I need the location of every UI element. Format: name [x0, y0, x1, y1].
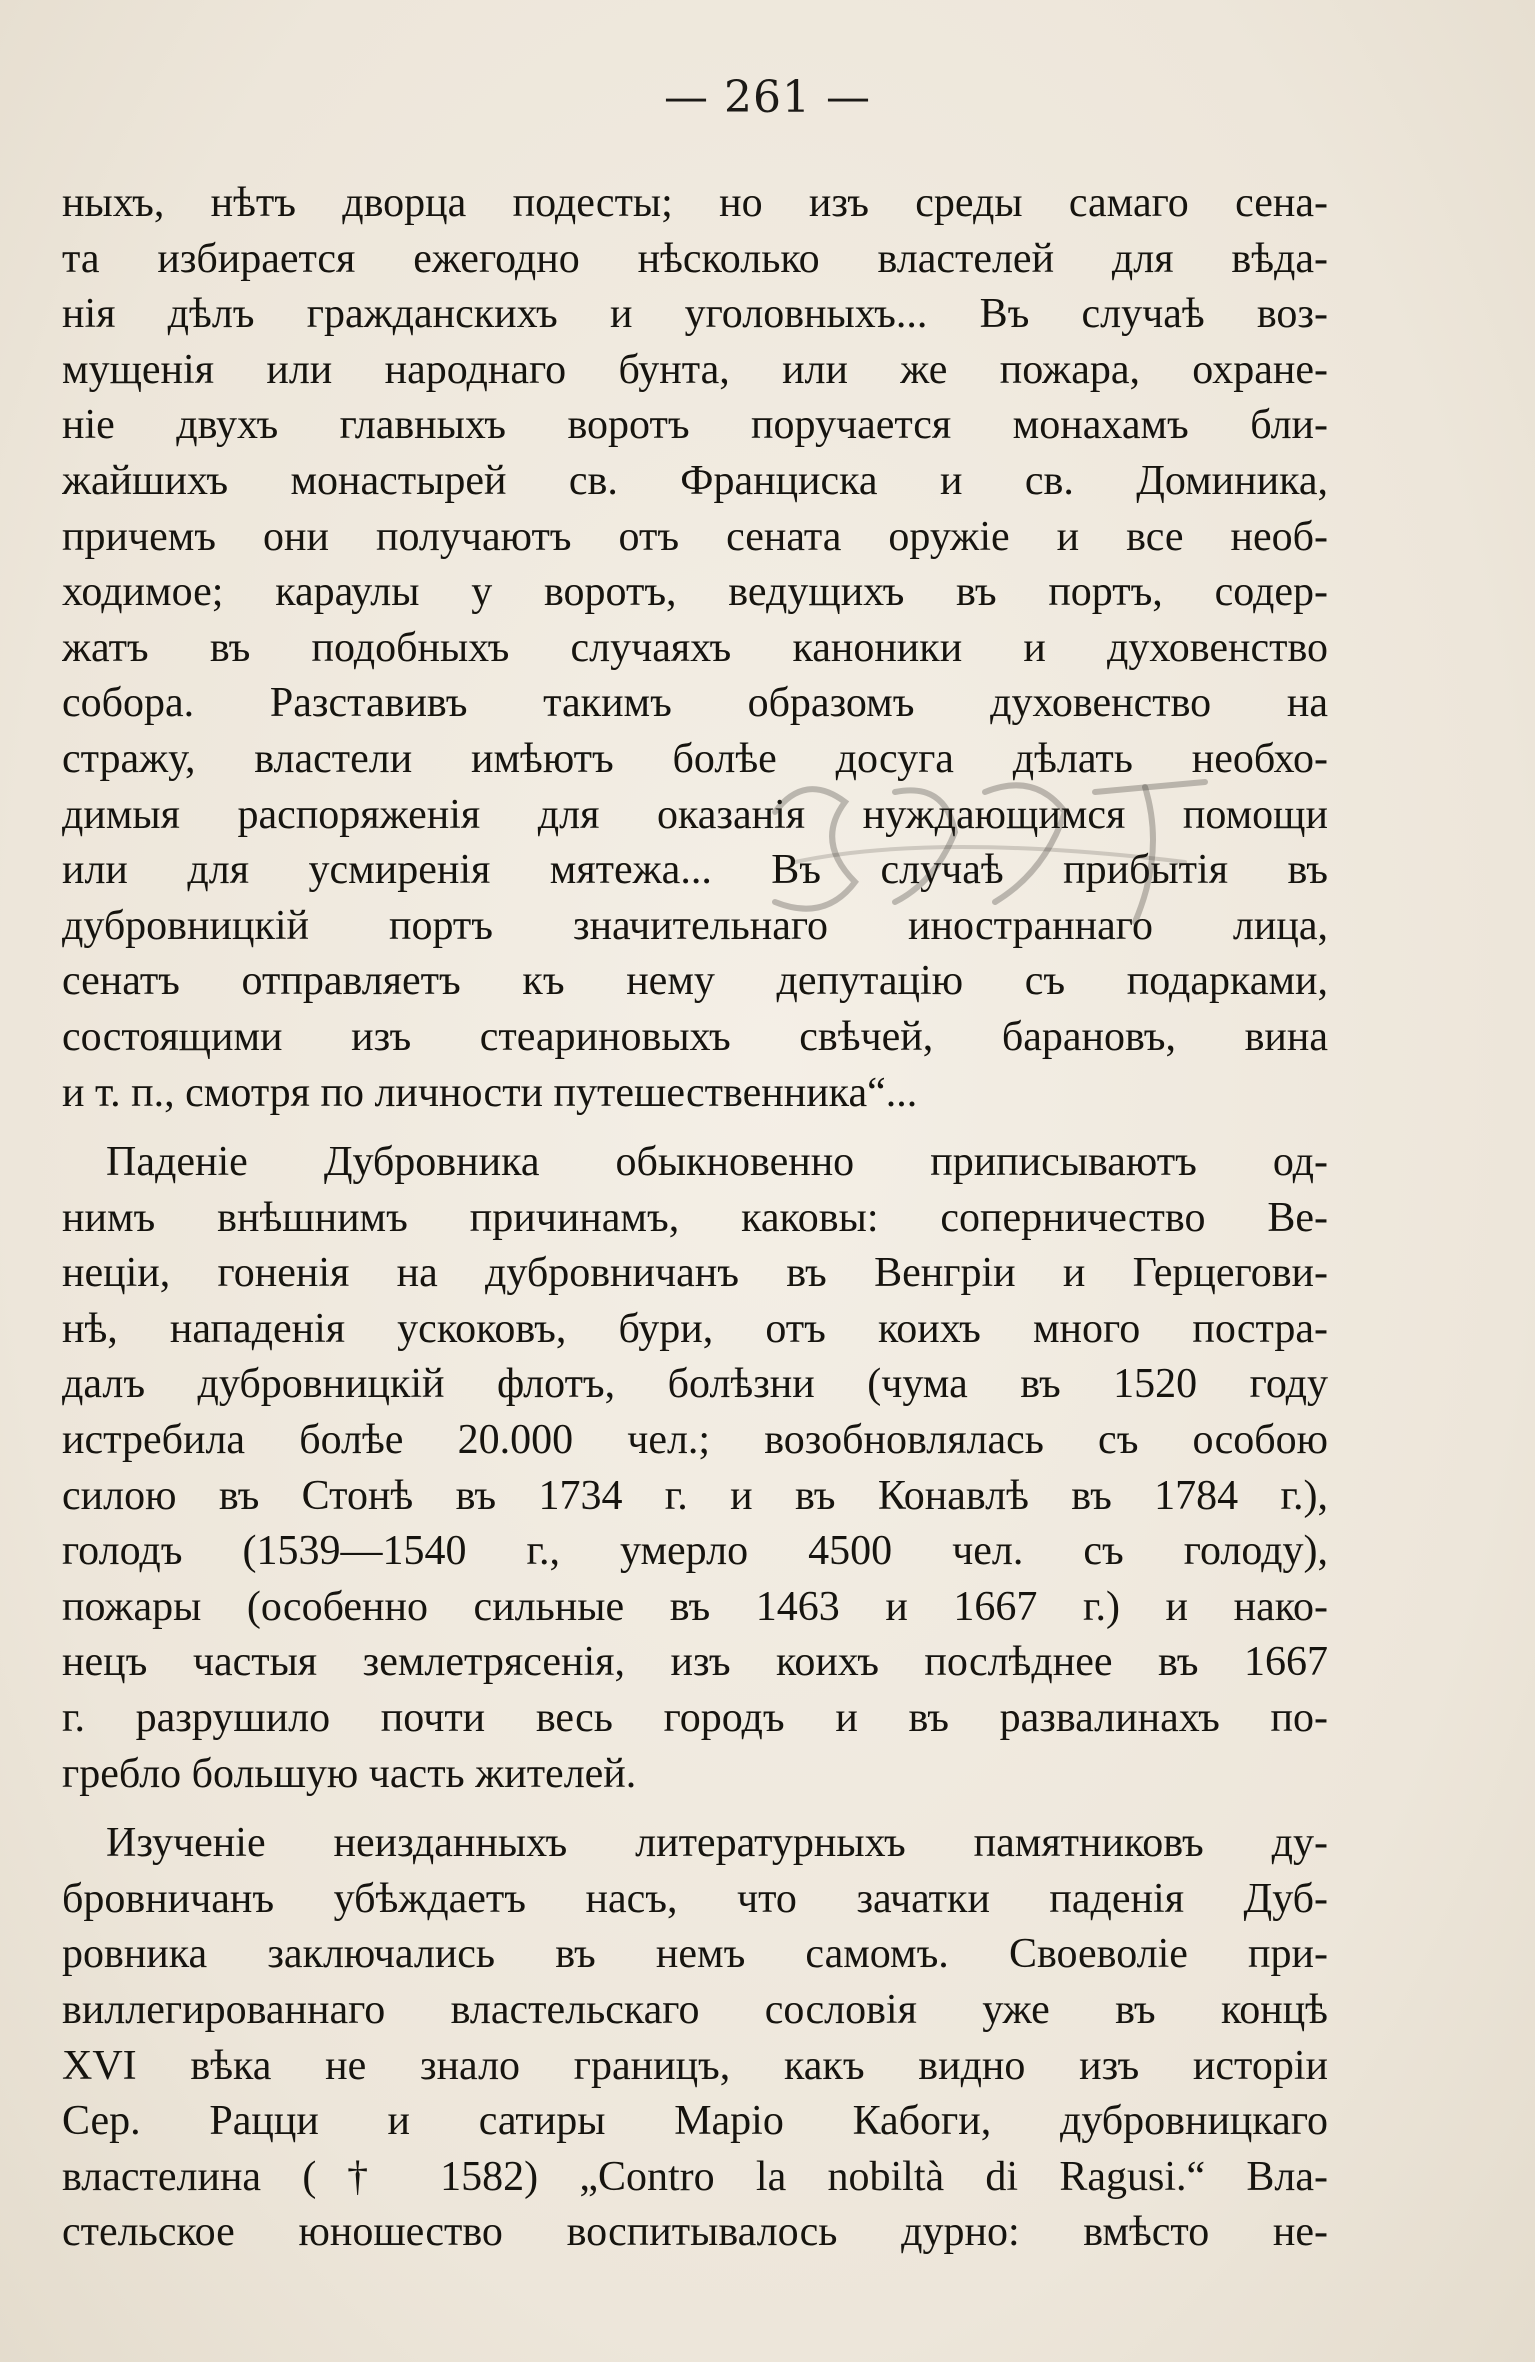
text-line: дубровницкій портъ значительнаго иностраннаго лица,: [62, 902, 1328, 949]
text-line: виллегированнаго властельскаго сословія уже въ концѣ: [62, 1987, 1328, 2033]
text-line: неціи, гоненія на дубровничанъ въ Венгріи и Герцегови-: [62, 1250, 1328, 1297]
paragraph-3: [62, 1816, 1328, 2261]
text-line: ровника заключались въ немъ самомъ. Своеволіе при-: [62, 1931, 1328, 1978]
text-line: далъ дубровницкій флотъ, болѣзни (чума въ 1520 году: [62, 1361, 1328, 1408]
text-line: ныхъ, нѣтъ дворца подесты; но изъ среды самаго сена-: [62, 180, 1328, 226]
text-line: димыя распоряженія для оказанія нуждающимся помощи: [62, 791, 1328, 838]
paragraph-1: [62, 176, 1328, 1121]
text-line: Паденіе Дубровника обыкновенно приписываютъ од-: [106, 1139, 1328, 1186]
page-number: — 261 —: [664, 72, 871, 123]
text-line: нѣ, нападенія ускоковъ, бури, отъ коихъ много постра-: [62, 1305, 1328, 1352]
text-line: нимъ внѣшнимъ причинамъ, каковы: соперничество Ве-: [62, 1194, 1328, 1241]
text-line: и т. п., смотря по личности путешественника“...: [62, 1069, 918, 1116]
text-line: сенатъ отправляетъ къ нему депутацію съ подарками,: [62, 958, 1328, 1005]
text-line: жайшихъ монастырей св. Франциска и св. Доминика,: [62, 457, 1328, 504]
text-line: собора. Разставивъ такимъ образомъ духовенство на: [62, 680, 1328, 727]
text-line: г. разрушило почти весь городъ и въ развалинахъ по-: [62, 1695, 1328, 1742]
text-line: или для усмиренія мятежа... Въ случаѣ прибытія въ: [62, 847, 1328, 894]
text-line: голодъ (1539—1540 г., умерло 4500 чел. съ голоду),: [62, 1528, 1328, 1575]
text-line: ходимое; караулы у воротъ, ведущихъ въ портъ, содер-: [62, 569, 1328, 616]
text-line: мущенія или народнаго бунта, или же пожара, охране-: [62, 346, 1328, 393]
text-line: нія дѣлъ гражданскихъ и уголовныхъ... Въ случаѣ воз-: [62, 291, 1328, 338]
text-line: Изученіе неизданныхъ литературныхъ памятниковъ ду-: [106, 1820, 1328, 1867]
paragraph-2: [62, 1135, 1328, 1802]
text-line: нецъ частыя землетрясенія, изъ коихъ послѣднее въ 1667: [62, 1639, 1328, 1686]
text-line: пожары (особенно сильные въ 1463 и 1667 г.) и нако-: [62, 1583, 1328, 1630]
text-line: властелина († 1582) „Contro la nobiltà di Ragusi.“ Вла-: [62, 2153, 1328, 2200]
text-line: ніе двухъ главныхъ воротъ поручается монахамъ бли-: [62, 402, 1328, 449]
text-line: та избирается ежегодно нѣсколько властелей для вѣда-: [62, 235, 1328, 282]
text-line: состоящими изъ стеариновыхъ свѣчей, барановъ, вина: [62, 1013, 1328, 1060]
body-text: [62, 176, 1328, 2261]
text-line: бровничанъ убѣждаетъ насъ, что зачатки паденія Дуб-: [62, 1875, 1328, 1922]
text-line: силою въ Стонѣ въ 1734 г. и въ Конавлѣ въ 1784 г.),: [62, 1472, 1328, 1519]
text-line: XVI вѣка не знало границъ, какъ видно изъ исторіи: [62, 2042, 1328, 2089]
text-line: гребло большую часть жителей.: [62, 1750, 637, 1797]
text-line: жатъ въ подобныхъ случаяхъ каноники и духовенство: [62, 624, 1328, 671]
text-line: стельское юношество воспитывалось дурно: вмѣсто не-: [62, 2209, 1328, 2256]
text-line: причемъ они получаютъ отъ сената оружіе и все необ-: [62, 513, 1328, 560]
text-line: истребила болѣе 20.000 чел.; возобновлялась съ особою: [62, 1417, 1328, 1464]
text-line: стражу, властели имѣютъ болѣе досуга дѣлать необхо-: [62, 735, 1328, 782]
text-line: Сер. Рацци и сатиры Маріо Кабоги, дубровницкаго: [62, 2098, 1328, 2145]
